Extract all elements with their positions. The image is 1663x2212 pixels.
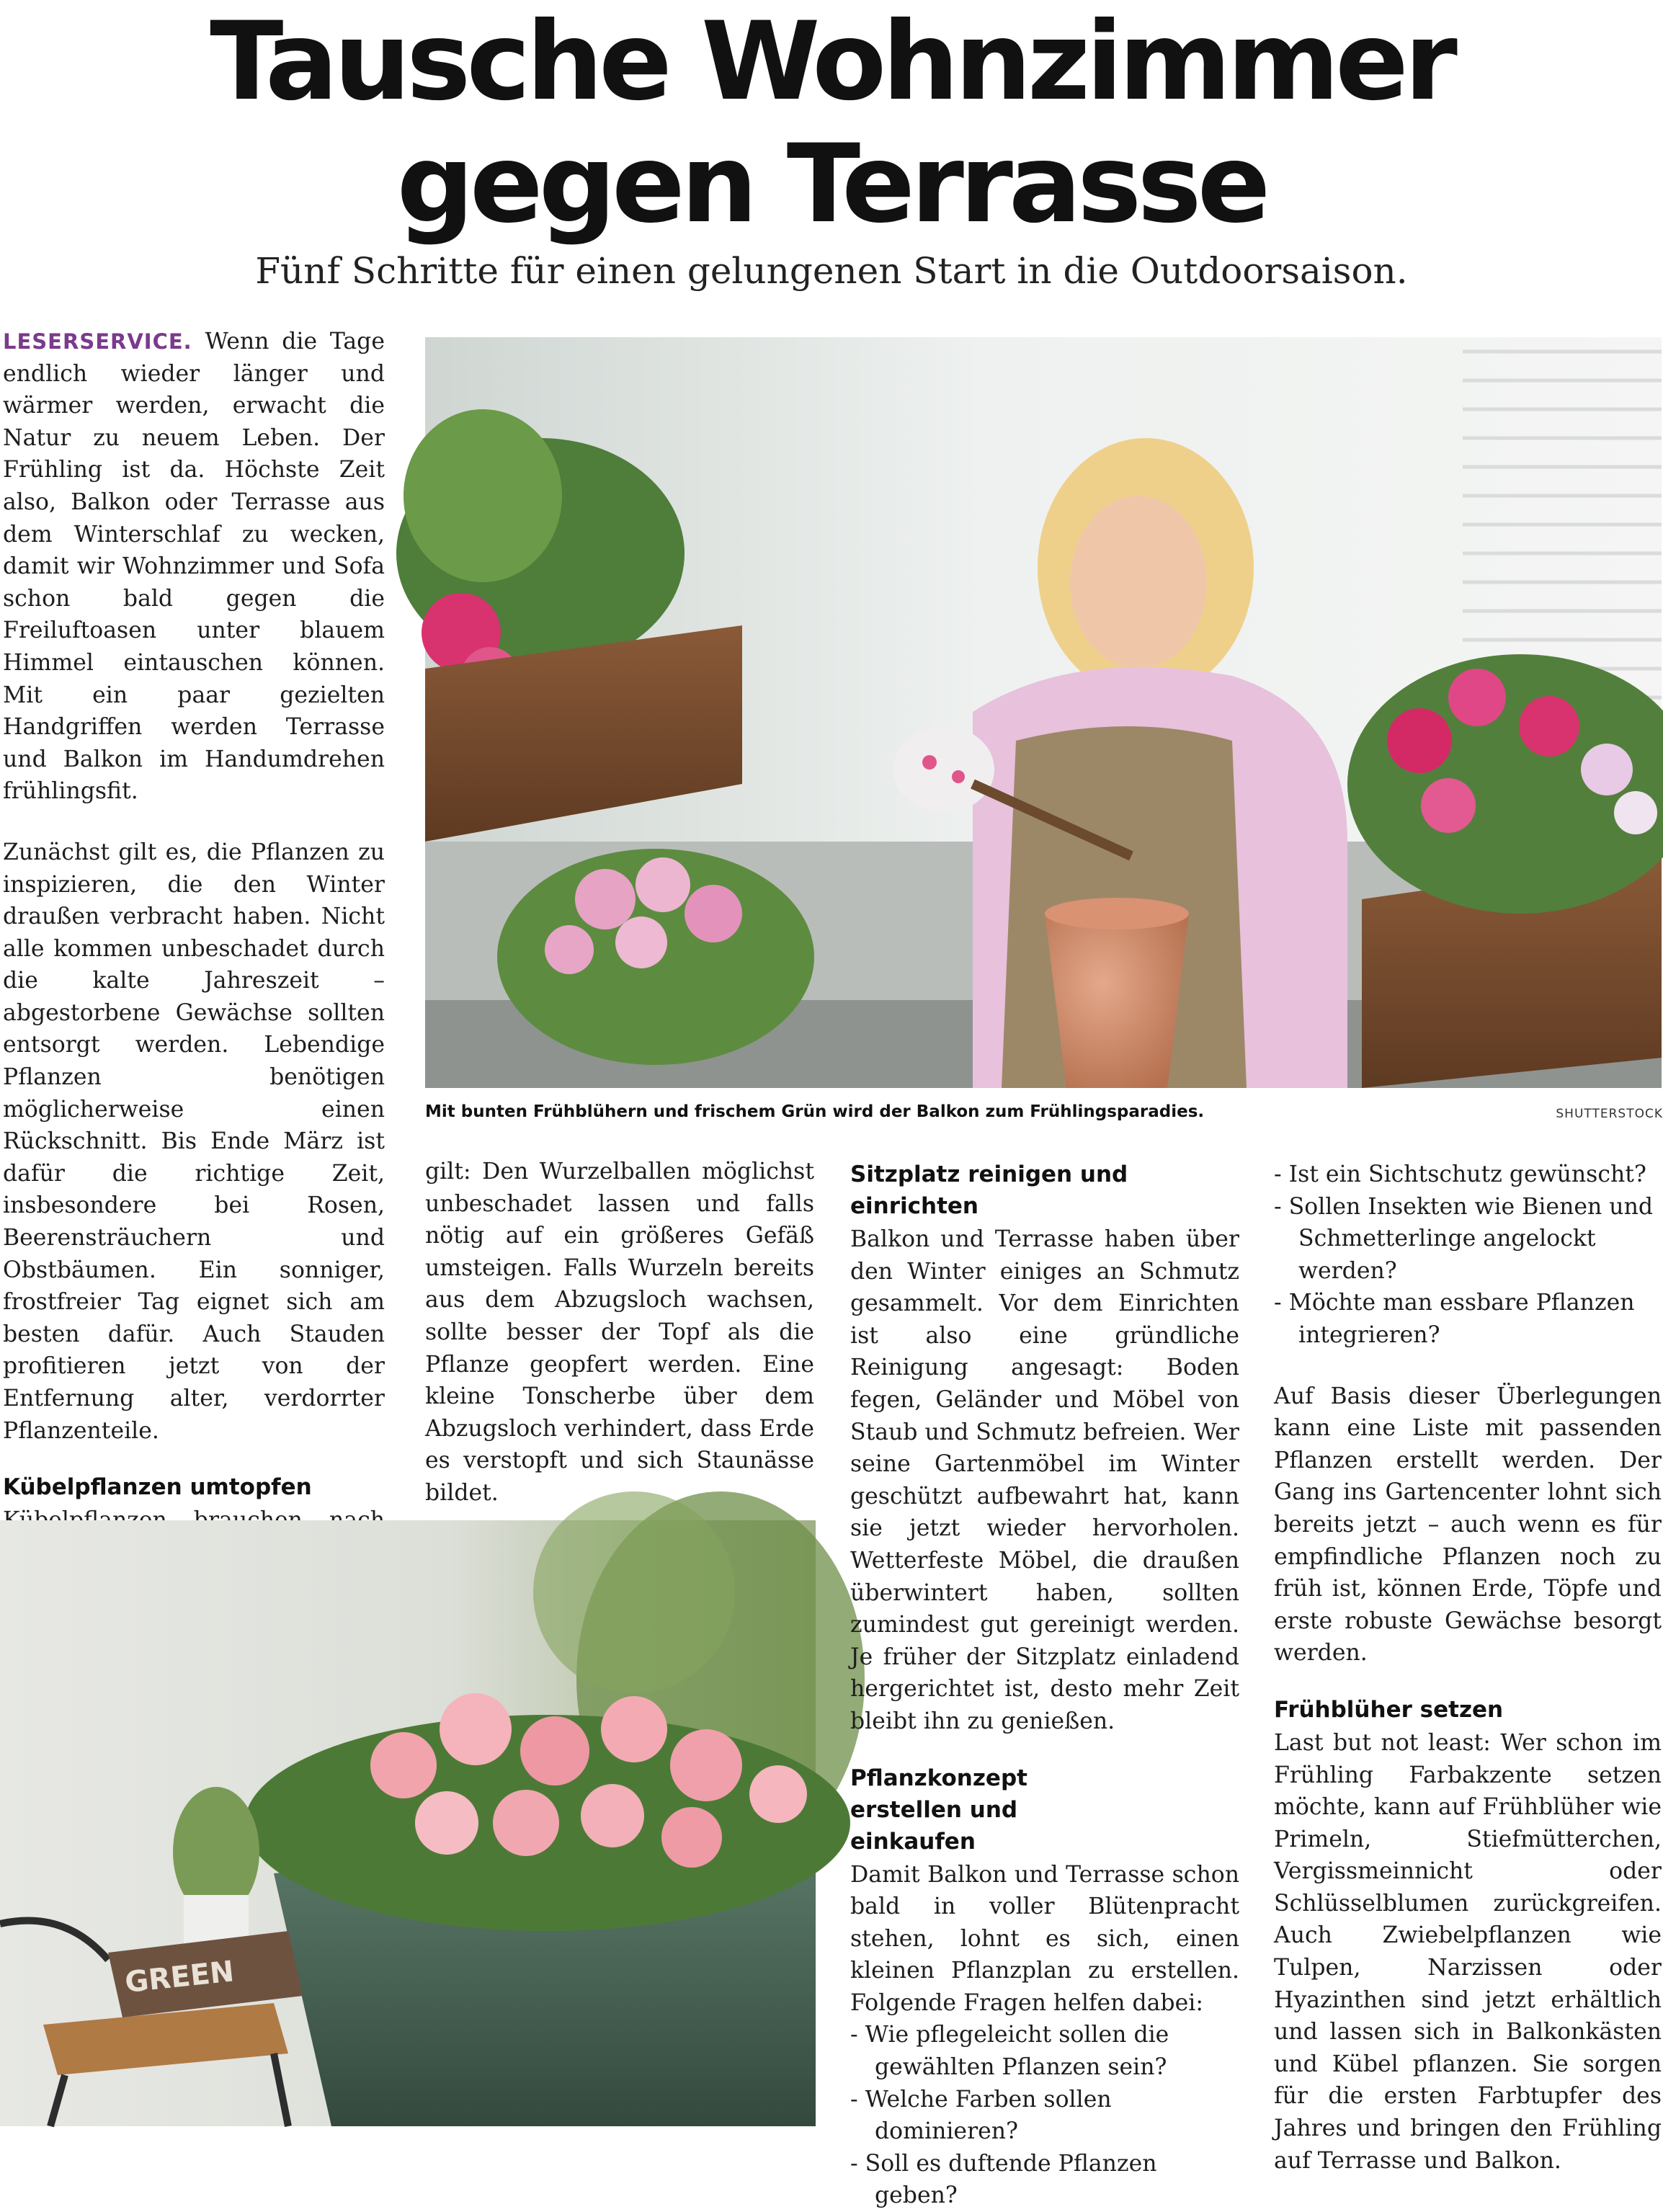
main-photo-caption: Mit bunten Frühblühern und frischem Grün wird der Balkon zum Frühlingsparadies. — [425, 1102, 1205, 1121]
column-1 — [3, 326, 385, 1665]
intro-text: Wenn die Tage endlich wieder länger und wärmer werden, erwacht die Natur zu neuem Leben. Der Frühling ist da. Höchste Zeit also, Balkon oder Terrasse aus dem Winterschlaf zu wecken, damit wir Wohnzimmer und Sofa schon bald gegen die Freiluftoasen unter blauem Himmel eintauschen können. Mit ein paar gezielten Handgriffen werden Terrasse und Balkon im Handumdrehen frühlingsfit. — [3, 329, 385, 805]
kicker-label: LESERSERVICE. — [3, 329, 192, 354]
headline-line-1: Tausche Wohnzimmer — [210, 0, 1453, 125]
list-item: - Sollen Insekten wie Bienen und Schmetterlinge angelockt werden? — [1274, 1193, 1654, 1284]
main-photo — [425, 337, 1662, 1088]
subheadline: Fünf Schritte für einen gelungenen Start in die Outdoorsaison. — [255, 250, 1408, 292]
list-item: - Ist ein Sichtschutz gewünscht? — [1274, 1161, 1646, 1187]
paragraph: Auf Basis dieser Überlegungen kann eine Liste mit passenden Pflanzen erstellt werden. Der Gang ins Gartencenter lohnt sich bereits jetzt – auch wenn es für empfindliche Pflanzen noch zu früh ist, können Erde, Töpfe und erste robuste Gewächse besorgt werden. — [1274, 1383, 1662, 1667]
paragraph: Last but not least: Wer schon im Frühling Farbakzente setzen möchte, kann auf Frühblüher wie Primeln, Stiefmütterchen, Vergissmeinnicht oder Schlüsselblumen zurückgreifen. Auch Zwiebelpflanzen wie Tulpen, Narzissen oder Hyazinthen sind jetzt erhältlich und lassen sich in Balkonkästen und Kübel pflanzen. Sie sorgen für die ersten Farbtupfer des Jahres und bringen den Frühling auf Terrasse und Balkon. — [1274, 1729, 1662, 2174]
list-item: - Wie pflegeleicht sollen die gewählten Pflanzen sein? — [850, 2022, 1169, 2081]
column-4 — [1274, 1159, 1662, 2177]
subheading-sitzplatz: Sitzplatz reinigen und einrichten — [850, 1161, 1128, 1219]
sign-text: GREEN — [123, 1955, 236, 1999]
column-2 — [425, 1156, 814, 1509]
intro-paragraph — [3, 326, 385, 808]
subheading-kuebelpflanzen: Kübelpflanzen umtopfen — [3, 1474, 312, 1501]
secondary-photo — [0, 1520, 816, 2126]
paragraph: Balkon und Terrasse haben über den Winter einiges an Schmutz gesammelt. Vor dem Einrichten ist also eine gründliche Reinigung angesagt: Boden fegen, Geländer und Möbel von Staub und Schmutz befreien. Wer seine Gartenmöbel im Winter geschützt aufbewahrt hat, kann sie jetzt wieder hervorholen. Wetterfeste Möbel, die draußen überwintert haben, sollten zumindest gut gereinigt werden. Je früher der Sitzplatz einladend hergerichtet ist, desto mehr Zeit bleibt ihn zu genießen. — [850, 1226, 1239, 1734]
paragraph: Damit Balkon und Terrasse schon bald in voller Blütenpracht stehen, lohnt es sich, einen kleinen Pflanzplan zu erstellen. Folgende Fragen helfen dabei: — [850, 1861, 1239, 2016]
list-item: - Welche Farben sollen dominieren? — [850, 2086, 1112, 2145]
question-list — [850, 2019, 1239, 2212]
subheading-fruehblueher: Frühblüher setzen — [1274, 1696, 1504, 1723]
list-item: - Möchte man essbare Pflanzen integrieren? — [1274, 1290, 1635, 1348]
photo-credit: SHUTTERSTOCK — [1556, 1107, 1663, 1121]
column-3 — [850, 1159, 1239, 2212]
paragraph: gilt: Den Wurzelballen möglichst unbeschadet lassen und falls nötig auf ein größeres Gefäß umsteigen. Falls Wurzeln bereits aus dem Abzugsloch wachsen, sollte besser der Topf als die Pflanze geopfert werden. Eine kleine Tonscherbe über dem Abzugsloch verhindert, dass Erde es verstopft und sich Staunässe bildet. — [425, 1159, 814, 1506]
subheading-pflanzkonzept: Pflanzkonzept erstellen und einkaufen — [850, 1765, 1027, 1855]
headline-line-2: gegen Terrasse — [396, 122, 1267, 247]
paragraph: Zunächst gilt es, die Pflanzen zu inspizieren, die den Winter draußen verbracht haben. Nicht alle kommen unbeschadet durch die kalte Jahreszeit – abgestorbene Gewächse sollten entsorgt werden. Lebendige Pflanzen benötigen möglicherweise einen Rückschnitt. Bis Ende März ist dafür die richtige Zeit, insbesondere bei Rosen, Beerensträuchern und Obstbäumen. Ein sonniger, frostfreier Tag eignet sich am besten dafür. Auch Stauden profitieren jetzt von der Entfernung alter, verdorrter Pflanzenteile. — [3, 839, 385, 1444]
question-list — [1274, 1159, 1662, 1352]
list-item: - Soll es duftende Pflanzen geben? — [850, 2150, 1157, 2209]
